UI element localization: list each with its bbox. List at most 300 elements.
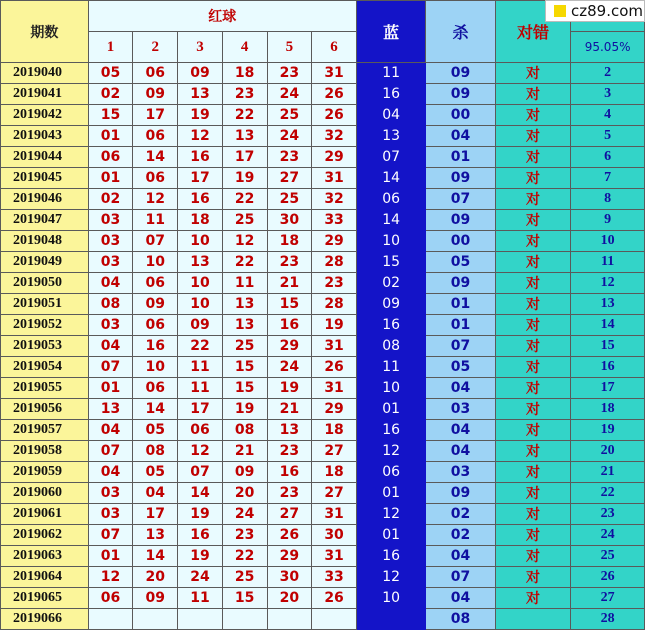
red-ball-cell: 04 — [133, 483, 178, 504]
red-col-1: 1 — [88, 32, 133, 63]
site-logo[interactable] — [545, 0, 645, 22]
right-wrong-cell: 对 — [495, 567, 571, 588]
red-ball-cell: 18 — [312, 420, 357, 441]
kill-cell: 00 — [426, 231, 495, 252]
hit-count-cell: 19 — [571, 420, 645, 441]
blue-ball-cell: 13 — [356, 126, 425, 147]
red-ball-cell: 09 — [178, 315, 223, 336]
red-ball-cell: 16 — [267, 462, 312, 483]
red-ball-cell: 17 — [133, 105, 178, 126]
right-wrong-cell: 对 — [495, 420, 571, 441]
kill-cell: 02 — [426, 525, 495, 546]
right-wrong-cell: 对 — [495, 546, 571, 567]
table-row — [1, 357, 645, 378]
blue-ball-cell: 12 — [356, 441, 425, 462]
red-ball-cell: 25 — [222, 567, 267, 588]
blue-ball-cell: 14 — [356, 168, 425, 189]
red-ball-cell: 20 — [267, 588, 312, 609]
table-row — [1, 168, 645, 189]
red-ball-cell: 19 — [222, 399, 267, 420]
kill-cell: 00 — [426, 105, 495, 126]
period-cell: 2019045 — [1, 168, 89, 189]
table-row — [1, 588, 645, 609]
period-cell: 2019046 — [1, 189, 89, 210]
kill-cell: 01 — [426, 147, 495, 168]
red-ball-cell: 10 — [178, 231, 223, 252]
red-ball-cell: 07 — [88, 525, 133, 546]
red-ball-cell: 28 — [312, 252, 357, 273]
red-ball-cell: 29 — [312, 399, 357, 420]
period-cell: 2019065 — [1, 588, 89, 609]
period-cell: 2019040 — [1, 63, 89, 84]
red-ball-cell: 03 — [88, 252, 133, 273]
red-ball-cell: 15 — [222, 588, 267, 609]
red-ball-cell: 24 — [267, 84, 312, 105]
red-ball-cell: 26 — [312, 588, 357, 609]
red-ball-cell: 06 — [88, 147, 133, 168]
table-row — [1, 231, 645, 252]
red-ball-cell: 05 — [133, 420, 178, 441]
kill-cell: 03 — [426, 399, 495, 420]
kill-cell: 08 — [426, 609, 495, 630]
red-ball-cell: 01 — [88, 378, 133, 399]
red-ball-cell: 13 — [222, 126, 267, 147]
table-row — [1, 399, 645, 420]
red-ball-cell: 24 — [178, 567, 223, 588]
red-ball-cell: 08 — [133, 441, 178, 462]
table-row — [1, 63, 645, 84]
blue-ball-cell: 08 — [356, 336, 425, 357]
red-ball-cell: 16 — [178, 525, 223, 546]
red-ball-cell: 15 — [267, 294, 312, 315]
red-ball-cell: 16 — [178, 147, 223, 168]
hit-count-cell: 5 — [571, 126, 645, 147]
red-col-2: 2 — [133, 32, 178, 63]
red-ball-cell: 27 — [312, 483, 357, 504]
red-ball-cell — [133, 609, 178, 630]
red-ball-cell: 27 — [312, 441, 357, 462]
red-ball-cell: 29 — [312, 231, 357, 252]
red-ball-cell: 04 — [88, 336, 133, 357]
red-ball-cell: 21 — [267, 399, 312, 420]
kill-cell: 09 — [426, 483, 495, 504]
red-ball-cell: 11 — [178, 357, 223, 378]
blue-ball-cell — [356, 609, 425, 630]
hit-count-cell: 9 — [571, 210, 645, 231]
red-ball-cell: 13 — [133, 525, 178, 546]
right-wrong-cell — [495, 609, 571, 630]
table-row — [1, 609, 645, 630]
red-ball-cell: 15 — [222, 357, 267, 378]
red-ball-cell: 04 — [88, 462, 133, 483]
red-ball-cell: 26 — [267, 525, 312, 546]
blue-ball-cell: 04 — [356, 105, 425, 126]
red-ball-cell — [178, 609, 223, 630]
red-ball-cell: 04 — [88, 273, 133, 294]
period-cell: 2019057 — [1, 420, 89, 441]
red-ball-cell: 22 — [222, 546, 267, 567]
red-ball-cell: 32 — [312, 126, 357, 147]
blue-ball-cell: 12 — [356, 567, 425, 588]
hit-count-cell: 28 — [571, 609, 645, 630]
red-ball-cell: 24 — [267, 357, 312, 378]
kill-cell: 09 — [426, 273, 495, 294]
red-ball-cell: 13 — [178, 252, 223, 273]
red-ball-cell: 10 — [178, 273, 223, 294]
red-ball-cell: 11 — [133, 210, 178, 231]
red-ball-cell: 19 — [178, 546, 223, 567]
red-ball-cell: 27 — [267, 168, 312, 189]
red-ball-cell: 12 — [178, 126, 223, 147]
table-row — [1, 315, 645, 336]
right-wrong-header: 对错 — [495, 1, 571, 63]
accuracy-rate: 95.05% — [571, 32, 645, 63]
period-cell: 2019060 — [1, 483, 89, 504]
red-ball-cell: 31 — [312, 504, 357, 525]
period-cell: 2019042 — [1, 105, 89, 126]
red-ball-cell: 03 — [88, 231, 133, 252]
red-ball-cell: 21 — [222, 441, 267, 462]
red-ball-cell: 05 — [133, 462, 178, 483]
table-row — [1, 273, 645, 294]
blue-ball-cell: 10 — [356, 588, 425, 609]
hit-count-cell: 16 — [571, 357, 645, 378]
red-ball-cell: 03 — [88, 504, 133, 525]
red-ball-cell: 13 — [178, 84, 223, 105]
red-ball-cell: 01 — [88, 126, 133, 147]
table-row — [1, 105, 645, 126]
red-ball-cell: 23 — [222, 84, 267, 105]
right-wrong-cell: 对 — [495, 231, 571, 252]
red-ball-cell: 24 — [222, 504, 267, 525]
blue-ball-cell: 10 — [356, 378, 425, 399]
red-ball-cell: 29 — [267, 336, 312, 357]
red-ball-cell: 09 — [133, 84, 178, 105]
red-ball-cell: 03 — [88, 315, 133, 336]
table-row — [1, 504, 645, 525]
period-header: 期数 — [1, 1, 89, 63]
table-row — [1, 567, 645, 588]
hit-count-cell: 10 — [571, 231, 645, 252]
right-wrong-cell: 对 — [495, 315, 571, 336]
red-ball-cell: 31 — [312, 546, 357, 567]
red-ball-cell — [267, 609, 312, 630]
period-cell: 2019054 — [1, 357, 89, 378]
hit-count-cell: 21 — [571, 462, 645, 483]
red-ball-cell: 06 — [133, 378, 178, 399]
right-wrong-cell: 对 — [495, 252, 571, 273]
period-cell: 2019051 — [1, 294, 89, 315]
red-ball-cell — [88, 609, 133, 630]
table-row — [1, 126, 645, 147]
period-cell: 2019066 — [1, 609, 89, 630]
kill-cell: 04 — [426, 420, 495, 441]
blue-ball-cell: 01 — [356, 399, 425, 420]
hit-count-cell: 22 — [571, 483, 645, 504]
right-wrong-cell: 对 — [495, 336, 571, 357]
hit-count-cell: 2 — [571, 63, 645, 84]
red-ball-cell: 28 — [312, 294, 357, 315]
right-wrong-cell: 对 — [495, 168, 571, 189]
red-ball-cell: 25 — [267, 189, 312, 210]
right-wrong-cell: 对 — [495, 504, 571, 525]
red-col-4: 4 — [222, 32, 267, 63]
red-ball-cell: 07 — [178, 462, 223, 483]
hit-count-cell: 15 — [571, 336, 645, 357]
kill-cell: 09 — [426, 210, 495, 231]
hit-count-cell: 18 — [571, 399, 645, 420]
red-ball-cell: 06 — [133, 273, 178, 294]
red-ball-header: 红球 — [88, 1, 356, 32]
red-ball-cell: 29 — [312, 147, 357, 168]
red-ball-cell: 01 — [88, 546, 133, 567]
hit-count-cell: 6 — [571, 147, 645, 168]
red-ball-cell: 12 — [88, 567, 133, 588]
red-ball-cell: 33 — [312, 567, 357, 588]
right-wrong-cell: 对 — [495, 147, 571, 168]
red-ball-cell: 02 — [88, 84, 133, 105]
kill-cell: 05 — [426, 252, 495, 273]
blue-ball-cell: 10 — [356, 231, 425, 252]
red-ball-cell: 23 — [267, 252, 312, 273]
red-col-3: 3 — [178, 32, 223, 63]
red-ball-cell: 18 — [222, 63, 267, 84]
table-row — [1, 546, 645, 567]
red-ball-cell: 07 — [133, 231, 178, 252]
red-ball-cell: 19 — [222, 168, 267, 189]
red-ball-cell: 10 — [133, 357, 178, 378]
red-ball-cell: 25 — [267, 105, 312, 126]
hit-count-cell: 24 — [571, 525, 645, 546]
red-ball-cell: 13 — [88, 399, 133, 420]
blue-ball-cell: 06 — [356, 462, 425, 483]
logo-square-icon — [554, 5, 566, 17]
blue-ball-cell: 07 — [356, 147, 425, 168]
red-ball-cell: 22 — [222, 105, 267, 126]
red-ball-cell: 08 — [222, 420, 267, 441]
red-ball-cell: 06 — [133, 126, 178, 147]
hit-count-cell: 13 — [571, 294, 645, 315]
period-cell: 2019050 — [1, 273, 89, 294]
period-cell: 2019049 — [1, 252, 89, 273]
red-ball-cell: 10 — [178, 294, 223, 315]
kill-cell: 04 — [426, 441, 495, 462]
kill-cell: 05 — [426, 357, 495, 378]
blue-ball-cell: 12 — [356, 504, 425, 525]
red-ball-cell: 11 — [222, 273, 267, 294]
red-ball-cell: 19 — [267, 378, 312, 399]
red-ball-cell: 20 — [222, 483, 267, 504]
period-cell: 2019043 — [1, 126, 89, 147]
kill-cell: 04 — [426, 378, 495, 399]
red-ball-cell: 19 — [178, 504, 223, 525]
blue-ball-cell: 15 — [356, 252, 425, 273]
red-ball-cell: 21 — [267, 273, 312, 294]
blue-ball-cell: 11 — [356, 63, 425, 84]
red-ball-cell: 23 — [267, 441, 312, 462]
red-ball-cell: 22 — [222, 252, 267, 273]
red-ball-cell: 20 — [133, 567, 178, 588]
period-cell: 2019044 — [1, 147, 89, 168]
table-row — [1, 147, 645, 168]
red-ball-cell: 26 — [312, 357, 357, 378]
red-ball-cell: 06 — [133, 168, 178, 189]
period-cell: 2019064 — [1, 567, 89, 588]
table-row — [1, 525, 645, 546]
red-ball-cell: 30 — [267, 210, 312, 231]
table-row — [1, 189, 645, 210]
period-cell: 2019056 — [1, 399, 89, 420]
table-row — [1, 336, 645, 357]
right-wrong-cell: 对 — [495, 189, 571, 210]
period-cell: 2019058 — [1, 441, 89, 462]
red-ball-cell: 14 — [133, 399, 178, 420]
red-ball-cell: 17 — [222, 147, 267, 168]
kill-cell: 04 — [426, 588, 495, 609]
kill-cell: 01 — [426, 315, 495, 336]
red-ball-cell: 18 — [178, 210, 223, 231]
red-ball-cell: 18 — [312, 462, 357, 483]
hit-count-cell: 17 — [571, 378, 645, 399]
period-cell: 2019053 — [1, 336, 89, 357]
red-ball-cell: 26 — [312, 84, 357, 105]
period-cell: 2019052 — [1, 315, 89, 336]
kill-cell: 03 — [426, 462, 495, 483]
period-cell: 2019048 — [1, 231, 89, 252]
red-ball-cell: 18 — [267, 231, 312, 252]
red-ball-cell: 25 — [222, 210, 267, 231]
red-ball-cell: 22 — [222, 189, 267, 210]
table-row — [1, 441, 645, 462]
kill-cell: 04 — [426, 546, 495, 567]
hit-count-cell: 7 — [571, 168, 645, 189]
red-ball-cell: 26 — [312, 105, 357, 126]
red-ball-cell: 09 — [133, 294, 178, 315]
blue-ball-cell: 01 — [356, 525, 425, 546]
blue-ball-cell: 11 — [356, 357, 425, 378]
right-wrong-cell: 对 — [495, 588, 571, 609]
period-cell: 2019061 — [1, 504, 89, 525]
period-cell: 2019041 — [1, 84, 89, 105]
red-ball-cell: 17 — [178, 168, 223, 189]
red-ball-cell: 04 — [88, 420, 133, 441]
red-ball-cell: 16 — [267, 315, 312, 336]
red-ball-cell: 22 — [178, 336, 223, 357]
red-ball-cell: 03 — [88, 210, 133, 231]
table-row — [1, 294, 645, 315]
hit-count-cell: 8 — [571, 189, 645, 210]
red-ball-cell: 02 — [88, 189, 133, 210]
kill-cell: 01 — [426, 294, 495, 315]
red-ball-cell — [222, 609, 267, 630]
right-wrong-cell: 对 — [495, 105, 571, 126]
red-ball-cell: 11 — [178, 588, 223, 609]
blue-ball-cell: 16 — [356, 84, 425, 105]
table-row — [1, 210, 645, 231]
red-ball-cell: 13 — [222, 294, 267, 315]
right-wrong-cell: 对 — [495, 210, 571, 231]
red-ball-cell: 10 — [133, 252, 178, 273]
right-wrong-cell: 对 — [495, 525, 571, 546]
red-ball-cell: 09 — [133, 588, 178, 609]
blue-ball-cell: 14 — [356, 210, 425, 231]
table-row — [1, 483, 645, 504]
hit-count-cell: 14 — [571, 315, 645, 336]
hit-count-cell: 4 — [571, 105, 645, 126]
red-ball-cell: 27 — [267, 504, 312, 525]
table-row — [1, 462, 645, 483]
red-ball-cell: 14 — [133, 147, 178, 168]
blue-ball-cell: 06 — [356, 189, 425, 210]
red-ball-cell: 14 — [178, 483, 223, 504]
red-ball-cell: 09 — [222, 462, 267, 483]
logo-text: cz89.com — [571, 2, 644, 20]
red-ball-cell: 29 — [267, 546, 312, 567]
red-ball-cell: 14 — [133, 546, 178, 567]
table-row — [1, 420, 645, 441]
red-ball-cell: 11 — [178, 378, 223, 399]
red-ball-cell: 31 — [312, 336, 357, 357]
red-ball-cell: 13 — [267, 420, 312, 441]
period-cell: 2019059 — [1, 462, 89, 483]
red-ball-cell: 17 — [178, 399, 223, 420]
hit-count-cell: 20 — [571, 441, 645, 462]
blue-ball-cell: 16 — [356, 420, 425, 441]
red-ball-cell: 09 — [178, 63, 223, 84]
blue-ball-cell: 01 — [356, 483, 425, 504]
red-ball-cell: 19 — [178, 105, 223, 126]
red-ball-cell: 15 — [222, 378, 267, 399]
red-ball-cell: 13 — [222, 315, 267, 336]
kill-cell: 07 — [426, 189, 495, 210]
right-wrong-cell: 对 — [495, 483, 571, 504]
kill-cell: 07 — [426, 567, 495, 588]
right-wrong-cell: 对 — [495, 357, 571, 378]
kill-cell: 04 — [426, 126, 495, 147]
red-ball-cell: 03 — [88, 483, 133, 504]
table-row — [1, 252, 645, 273]
red-ball-cell: 17 — [133, 504, 178, 525]
period-cell: 2019055 — [1, 378, 89, 399]
red-ball-cell: 05 — [88, 63, 133, 84]
red-ball-cell: 23 — [267, 483, 312, 504]
red-col-6: 6 — [312, 32, 357, 63]
hit-count-cell: 27 — [571, 588, 645, 609]
red-ball-cell: 32 — [312, 189, 357, 210]
period-cell: 2019063 — [1, 546, 89, 567]
right-wrong-cell: 对 — [495, 378, 571, 399]
red-ball-cell: 23 — [222, 525, 267, 546]
kill-cell: 09 — [426, 168, 495, 189]
right-wrong-cell: 对 — [495, 273, 571, 294]
red-ball-cell: 23 — [312, 273, 357, 294]
period-cell: 2019062 — [1, 525, 89, 546]
blue-ball-cell: 02 — [356, 273, 425, 294]
red-ball-cell: 15 — [88, 105, 133, 126]
right-wrong-cell: 对 — [495, 399, 571, 420]
red-ball-cell: 23 — [267, 147, 312, 168]
right-wrong-cell: 对 — [495, 126, 571, 147]
hit-count-cell: 25 — [571, 546, 645, 567]
red-ball-cell: 25 — [222, 336, 267, 357]
kill-header: 杀 — [426, 1, 495, 63]
right-wrong-cell: 对 — [495, 441, 571, 462]
red-ball-cell: 33 — [312, 210, 357, 231]
kill-cell: 02 — [426, 504, 495, 525]
period-cell: 2019047 — [1, 210, 89, 231]
kill-cell: 07 — [426, 336, 495, 357]
red-ball-cell: 08 — [88, 294, 133, 315]
